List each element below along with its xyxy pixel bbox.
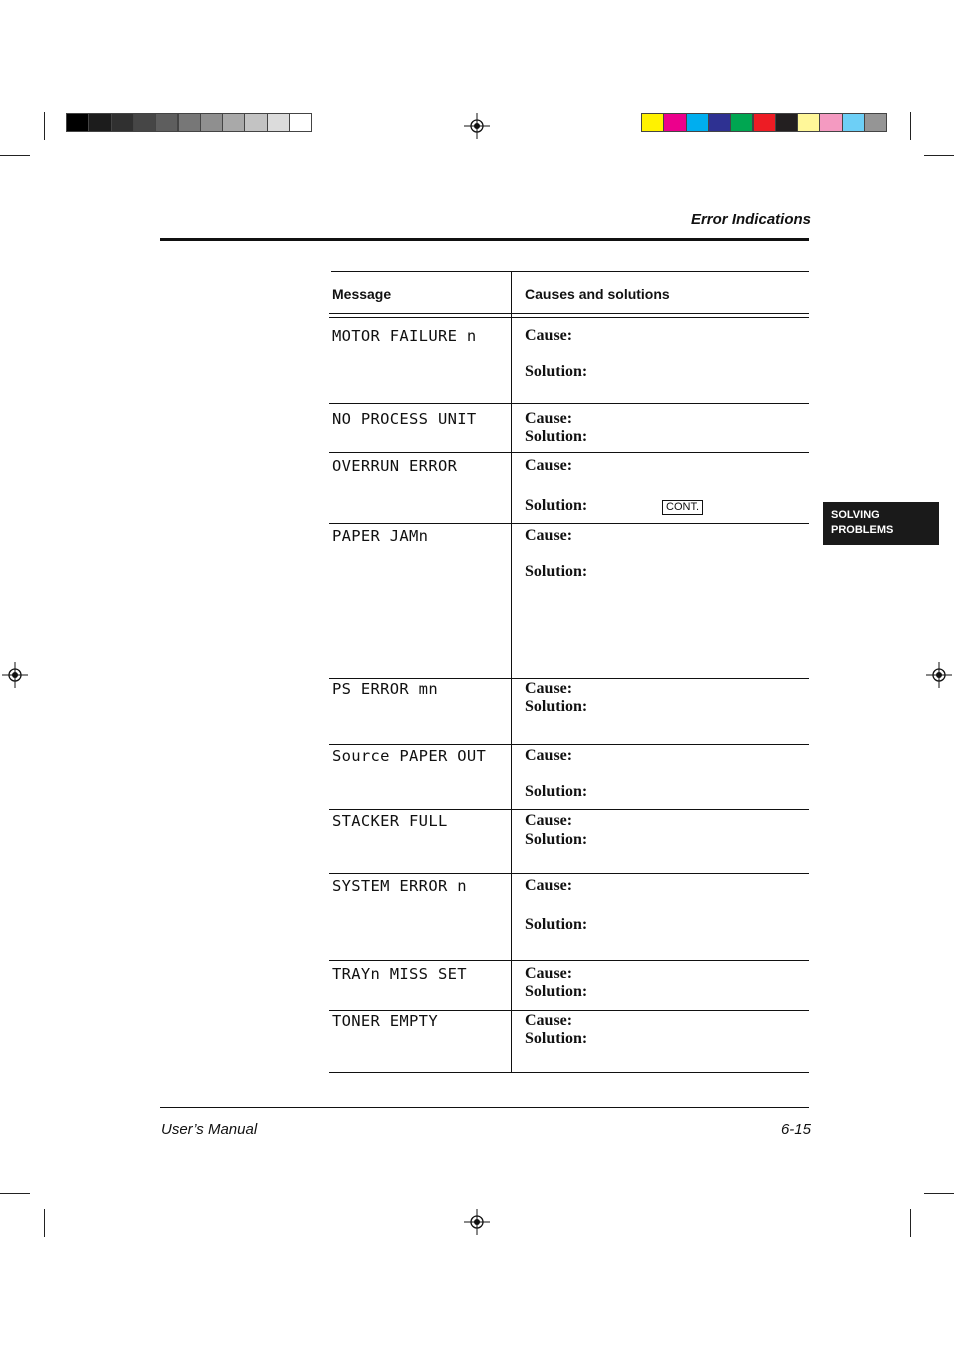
registration-mark-icon [2, 662, 28, 688]
color-swatch [200, 113, 223, 132]
footer-rule [160, 1107, 809, 1108]
cause-label: Cause: [525, 812, 573, 829]
row-rule [329, 678, 809, 679]
cont-key-label: CONT. [662, 500, 703, 515]
color-swatch [686, 113, 709, 132]
crop-mark [924, 155, 954, 156]
solution-label: Solution: [525, 831, 588, 848]
cause-label: Cause: [525, 965, 573, 982]
crop-mark [910, 112, 911, 140]
message-text: Source PAPER OUT [332, 747, 487, 765]
color-swatch [289, 113, 312, 132]
color-swatch [222, 113, 245, 132]
cause-label: Cause: [525, 457, 573, 474]
message-text: NO PROCESS UNIT [332, 410, 477, 428]
registration-mark-icon [926, 662, 952, 688]
section-tab-line2: PROBLEMS [831, 524, 894, 536]
table-header-rule [329, 313, 809, 314]
crop-mark [0, 1193, 30, 1194]
crop-mark [44, 1209, 45, 1237]
row-rule [329, 523, 809, 524]
cause-label: Cause: [525, 877, 573, 894]
row-rule [329, 809, 809, 810]
registration-mark-icon [464, 1209, 490, 1235]
color-swatch [775, 113, 798, 132]
cause-label: Cause: [525, 747, 573, 764]
column-header-causes: Causes and solutions [525, 286, 670, 302]
color-swatch [244, 113, 267, 132]
color-swatch [708, 113, 731, 132]
cause-label: Cause: [525, 410, 573, 427]
color-swatch [819, 113, 842, 132]
message-text: TONER EMPTY [332, 1012, 438, 1030]
message-text: PAPER JAMn [332, 527, 429, 545]
section-tab [823, 502, 939, 545]
table-bottom-rule [329, 1072, 809, 1073]
row-rule [329, 873, 809, 874]
footer-manual-title: User’s Manual [161, 1121, 258, 1138]
solution-label: Solution: [525, 363, 588, 380]
color-swatch [155, 113, 178, 132]
cause-label: Cause: [525, 327, 573, 344]
message-text: MOTOR FAILURE n [332, 327, 477, 345]
color-swatch [753, 113, 776, 132]
color-swatch [267, 113, 290, 132]
row-rule [329, 403, 809, 404]
color-swatch [133, 113, 156, 132]
solution-label: Solution: [525, 983, 588, 1000]
solution-label: Solution: [525, 916, 588, 933]
running-head-title: Error Indications [690, 211, 811, 228]
section-tab-line1: SOLVING [831, 509, 880, 521]
column-header-message: Message [332, 286, 392, 302]
solution-label: Solution: [525, 497, 588, 514]
solution-label: Solution: [525, 1030, 588, 1047]
solution-label: Solution: [525, 698, 588, 715]
table-top-rule [331, 271, 809, 272]
color-swatch [111, 113, 134, 132]
color-swatch [88, 113, 111, 132]
message-text: STACKER FULL [332, 812, 448, 830]
page-number: 6-15 [780, 1121, 811, 1138]
color-swatch [663, 113, 686, 132]
solution-label: Solution: [525, 428, 588, 445]
solution-label: Solution: [525, 563, 588, 580]
color-swatch [730, 113, 753, 132]
message-text: OVERRUN ERROR [332, 457, 458, 475]
message-text: SYSTEM ERROR n [332, 877, 467, 895]
cause-label: Cause: [525, 680, 573, 697]
row-rule [329, 960, 809, 961]
solution-label: Solution: [525, 783, 588, 800]
color-swatch [178, 113, 201, 132]
table-column-divider [511, 271, 512, 1073]
cause-label: Cause: [525, 1012, 573, 1029]
registration-mark-icon [464, 113, 490, 139]
color-swatch [641, 113, 664, 132]
header-rule [160, 238, 809, 241]
table-header-rule [329, 317, 809, 318]
crop-mark [44, 112, 45, 140]
color-swatch [66, 113, 89, 132]
message-text: TRAYn MISS SET [332, 965, 467, 983]
cause-label: Cause: [525, 527, 573, 544]
crop-mark [0, 155, 30, 156]
crop-mark [910, 1209, 911, 1237]
color-swatch [797, 113, 820, 132]
message-text: PS ERROR mn [332, 680, 438, 698]
row-rule [329, 452, 809, 453]
color-swatch [842, 113, 865, 132]
crop-mark [924, 1193, 954, 1194]
row-rule [329, 1010, 809, 1011]
color-swatch [864, 113, 887, 132]
row-rule [329, 744, 809, 745]
